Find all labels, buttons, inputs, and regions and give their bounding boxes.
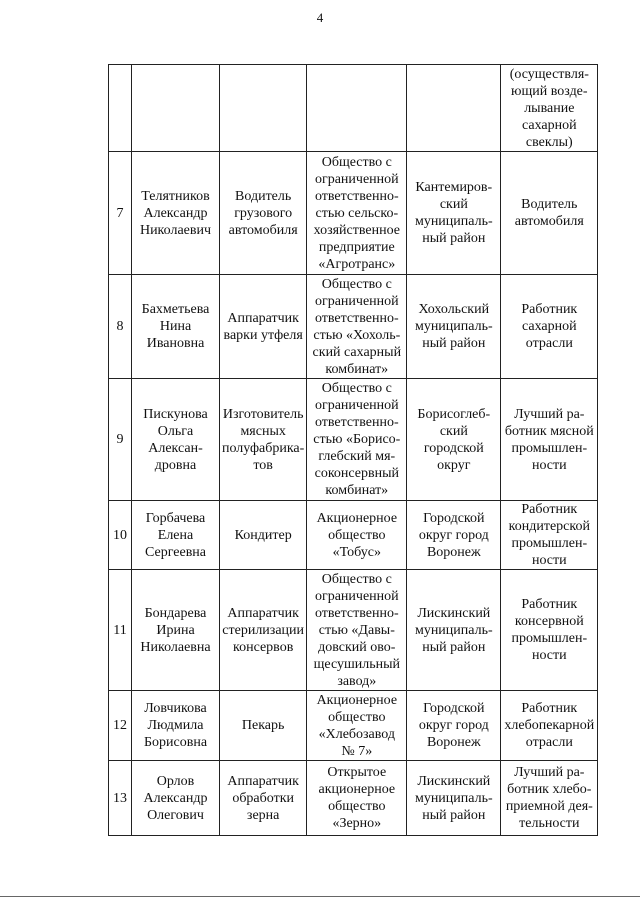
table-row: [109, 275, 598, 379]
employee-name: Телятников Александр Николаевич: [132, 152, 220, 275]
district: Хохольский муниципаль- ный район: [407, 275, 501, 379]
organization: Акционерное общество «Тобус»: [307, 501, 407, 570]
nomination: Водитель автомобиля: [501, 152, 598, 275]
district: Городской округ город Воронеж: [407, 691, 501, 761]
row-number: 7: [109, 152, 132, 275]
nomination: Работник хлебопекарной отрасли: [501, 691, 598, 761]
nomination: (осуществля- ющий возде- лывание сахарной свеклы): [501, 65, 598, 152]
nomination: Работник сахарной отрасли: [501, 275, 598, 379]
row-number: 9: [109, 379, 132, 501]
organization: Открытое акционерное общество «Зерно»: [307, 761, 407, 836]
row-number: 11: [109, 570, 132, 691]
employee-position: Пекарь: [220, 691, 307, 761]
organization: Общество с ограниченной ответственно- стью сельско- хозяйственное предприятие «Агротранс»: [307, 152, 407, 275]
nomination: Лучший ра- ботник мясной промышлен- ности: [501, 379, 598, 501]
page-number: 4: [316, 10, 324, 25]
employee-name: Горбачева Елена Сергеевна: [132, 501, 220, 570]
awardees-table: [108, 64, 598, 836]
employee-position: Водитель грузового автомобиля: [220, 152, 307, 275]
row-number: 10: [109, 501, 132, 570]
organization: [307, 65, 407, 152]
table-row: [109, 379, 598, 501]
table-row: [109, 691, 598, 761]
nomination: Лучший ра- ботник хлебо- приемной дея- тельности: [501, 761, 598, 836]
organization: Акционерное общество «Хлебозавод № 7»: [307, 691, 407, 761]
employee-name: Бондарева Ирина Николаевна: [132, 570, 220, 691]
table-row: [109, 65, 598, 152]
nomination: Работник консервной промышлен- ности: [501, 570, 598, 691]
row-number: 8: [109, 275, 132, 379]
district: Борисоглеб- ский городской округ: [407, 379, 501, 501]
organization: Общество с ограниченной ответственно- стью «Борисо- глебский мя- соконсервный комбинат»: [307, 379, 407, 501]
district: Лискинский муниципаль- ный район: [407, 570, 501, 691]
table-row: [109, 570, 598, 691]
employee-name: Бахметьева Нина Ивановна: [132, 275, 220, 379]
district: [407, 65, 501, 152]
employee-position: [220, 65, 307, 152]
table-row: [109, 152, 598, 275]
nomination: Работник кондитерской промышлен- ности: [501, 501, 598, 570]
organization: Общество с ограниченной ответственно- стью «Хохоль- ский сахарный комбинат»: [307, 275, 407, 379]
table-row: [109, 501, 598, 570]
employee-name: Ловчикова Людмила Борисовна: [132, 691, 220, 761]
employee-position: Кондитер: [220, 501, 307, 570]
table-row: [109, 761, 598, 836]
district: Лискинский муниципаль- ный район: [407, 761, 501, 836]
employee-position: Аппаратчик варки утфеля: [220, 275, 307, 379]
district: Кантемиров- ский муниципаль- ный район: [407, 152, 501, 275]
employee-position: Аппаратчик стерилизации консервов: [220, 570, 307, 691]
organization: Общество с ограниченной ответственно- стью «Давы- довский ово- щесушильный завод»: [307, 570, 407, 691]
employee-name: [132, 65, 220, 152]
district: Городской округ город Воронеж: [407, 501, 501, 570]
row-number: 13: [109, 761, 132, 836]
employee-name: Орлов Александр Олегович: [132, 761, 220, 836]
bottom-divider: [0, 896, 640, 897]
employee-position: Аппаратчик обработки зерна: [220, 761, 307, 836]
employee-position: Изготовитель мясных полуфабрика- тов: [220, 379, 307, 501]
row-number: 12: [109, 691, 132, 761]
row-number: [109, 65, 132, 152]
employee-name: Пискунова Ольга Алексан- дровна: [132, 379, 220, 501]
